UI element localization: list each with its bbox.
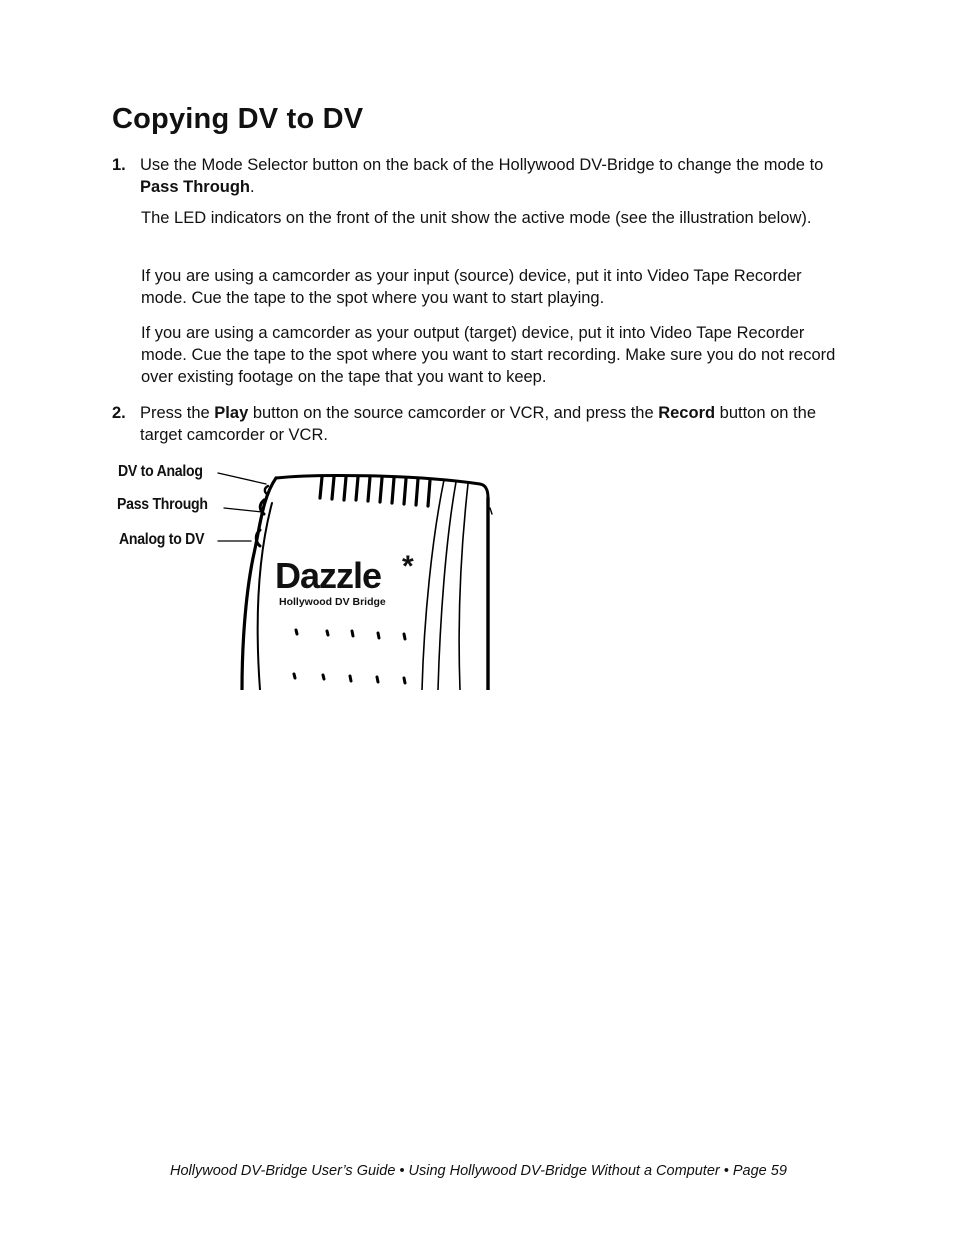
brand-asterisk: * xyxy=(402,550,414,583)
page-title: Copying DV to DV xyxy=(112,103,364,135)
paragraph-led-indicators: The LED indicators on the front of the unit show the active mode (see the illustration below). xyxy=(141,209,812,227)
led-label-pass-through: Pass Through xyxy=(117,496,208,513)
model-name: Hollywood DV Bridge xyxy=(279,596,386,608)
brand-logo: Dazzle xyxy=(275,555,382,596)
page-footer: Hollywood DV-Bridge User’s Guide • Using Hollywood DV-Bridge Without a Computer • Page 59 xyxy=(170,1163,787,1179)
paragraph-input-device: If you are using a camcorder as your input (source) device, put it into Video Tape Recorder mode. Cue the tape to the spot where you want to start playing. xyxy=(141,267,802,307)
step-number: 1. xyxy=(112,156,126,174)
record-button-name: Record xyxy=(658,404,716,422)
step-2-text: Press the Play button on the source camcorder or VCR, and press the Record button on the target camcorder or VCR. xyxy=(140,404,816,444)
step-number: 2. xyxy=(112,404,126,422)
mode-name: Pass Through xyxy=(140,178,251,196)
play-button-name: Play xyxy=(214,404,249,422)
led-label-dv-to-analog: DV to Analog xyxy=(118,463,203,480)
step-1 xyxy=(112,154,842,198)
led-label-analog-to-dv: Analog to DV xyxy=(119,531,205,548)
step-2 xyxy=(112,402,842,446)
step-1-text: Use the Mode Selector button on the back of the Hollywood DV-Bridge to change the mode to Pass Through. xyxy=(140,156,824,196)
paragraph-output-device: If you are using a camcorder as your output (target) device, put it into Video Tape Recorder mode. Cue the tape to the spot where you want to start recording. Make sure you do not record over existing footage on the tape that you want to keep. xyxy=(141,324,836,386)
device-illustration xyxy=(112,458,512,690)
